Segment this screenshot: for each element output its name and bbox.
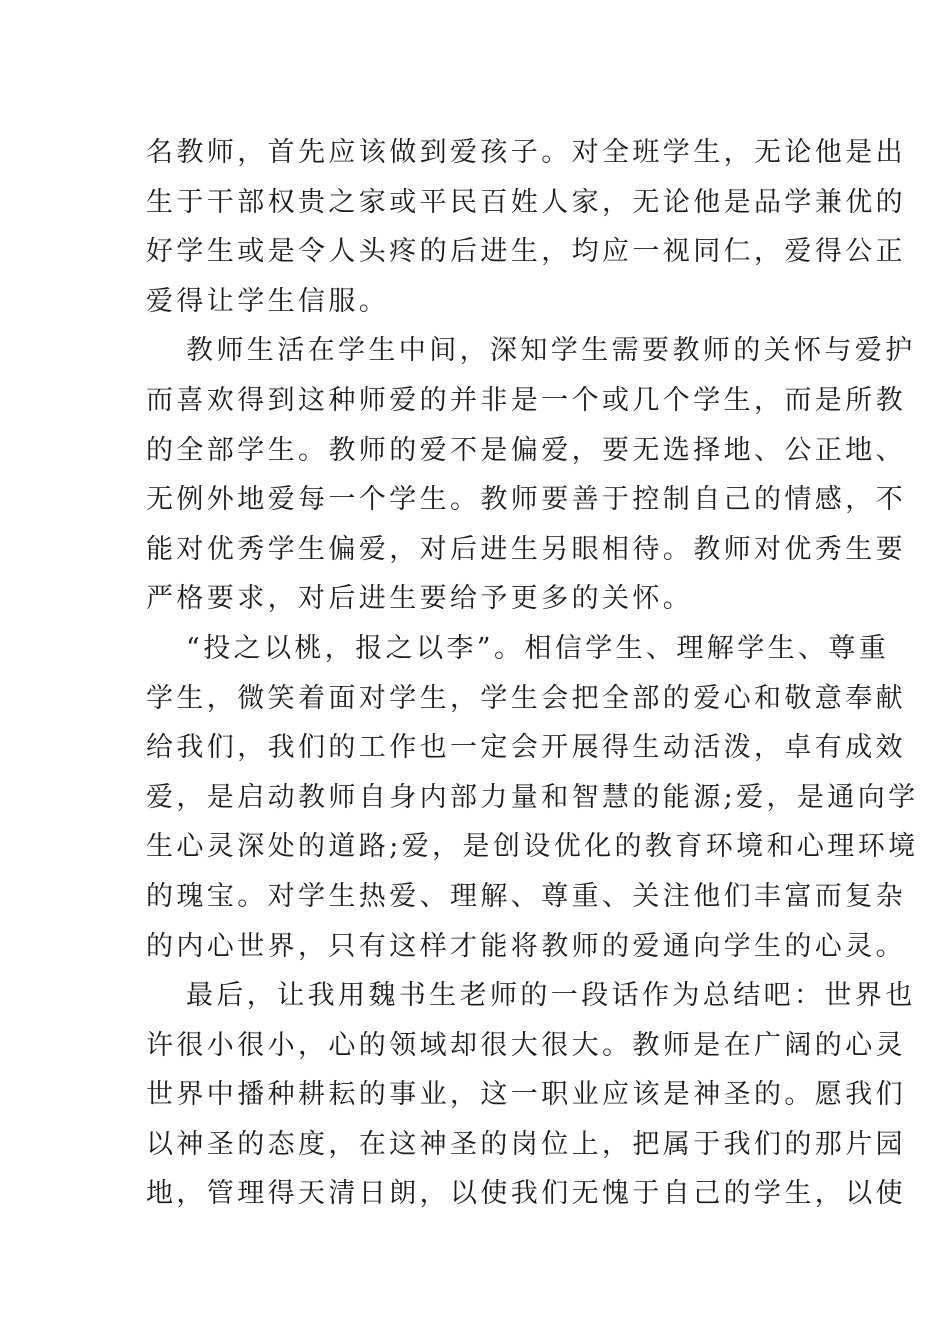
text-line: 而喜欢得到这种师爱的并非是一个或几个学生，而是所教	[146, 384, 906, 416]
text-line: 的瑰宝。对学生热爱、理解、尊重、关注他们丰富而复杂	[146, 880, 906, 912]
text-line: 的内心世界，只有这样才能将教师的爱通向学生的心灵。	[146, 930, 906, 962]
text-line: 的全部学生。教师的爱不是偏爱，要无选择地、公正地、	[146, 434, 906, 466]
paragraph-4	[146, 971, 916, 1219]
text-line: 严格要求，对后进生要给予更多的关怀。	[146, 583, 694, 615]
paragraph-3	[146, 624, 919, 971]
text-line: 学生，微笑着面对学生，学生会把全部的爱心和敬意奉献	[146, 682, 906, 714]
text-line: 爱得让学生信服。	[146, 285, 390, 317]
text-line: 世界中播种耕耘的事业，这一职业应该是神圣的。愿我们	[146, 1079, 906, 1111]
text-line: 生心灵深处的道路;爱，是创设优化的教育环境和心理环境	[146, 831, 919, 863]
text-line: 最后，让我用魏书生老师的一段话作为总结吧：世界也	[186, 980, 916, 1012]
text-line: 生于干部权贵之家或平民百姓人家，无论他是品学兼优的	[146, 186, 906, 218]
text-line: 爱，是启动教师自身内部力量和智慧的能源;爱，是通向学	[146, 781, 919, 813]
text-line: “投之以桃，报之以李”。相信学生、理解学生、尊重	[186, 632, 890, 664]
text-line: 给我们，我们的工作也一定会开展得生动活泼，卓有成效	[146, 732, 906, 764]
text-line: 能对优秀学生偏爱，对后进生另眼相待。教师对优秀生要	[146, 533, 906, 565]
paragraph-2	[146, 326, 916, 624]
text-line: 以神圣的态度，在这神圣的岗位上，把属于我们的那片园	[146, 1128, 906, 1160]
text-line: 许很小很小，心的领域却很大很大。教师是在广阔的心灵	[146, 1029, 906, 1061]
text-line: 地，管理得天清日朗，以使我们无愧于自己的学生，以使	[146, 1178, 906, 1210]
text-line: 无例外地爱每一个学生。教师要善于控制自己的情感，不	[146, 484, 906, 516]
text-line: 教师生活在学生中间，深知学生需要教师的关怀与爱护	[186, 335, 916, 367]
text-line: 名教师，首先应该做到爱孩子。对全班学生，无论他是出	[146, 137, 906, 168]
paragraph-1	[146, 128, 906, 326]
document-body	[146, 128, 919, 1219]
text-line: 好学生或是令人头疼的后进生，均应一视同仁，爱得公正	[146, 236, 906, 268]
